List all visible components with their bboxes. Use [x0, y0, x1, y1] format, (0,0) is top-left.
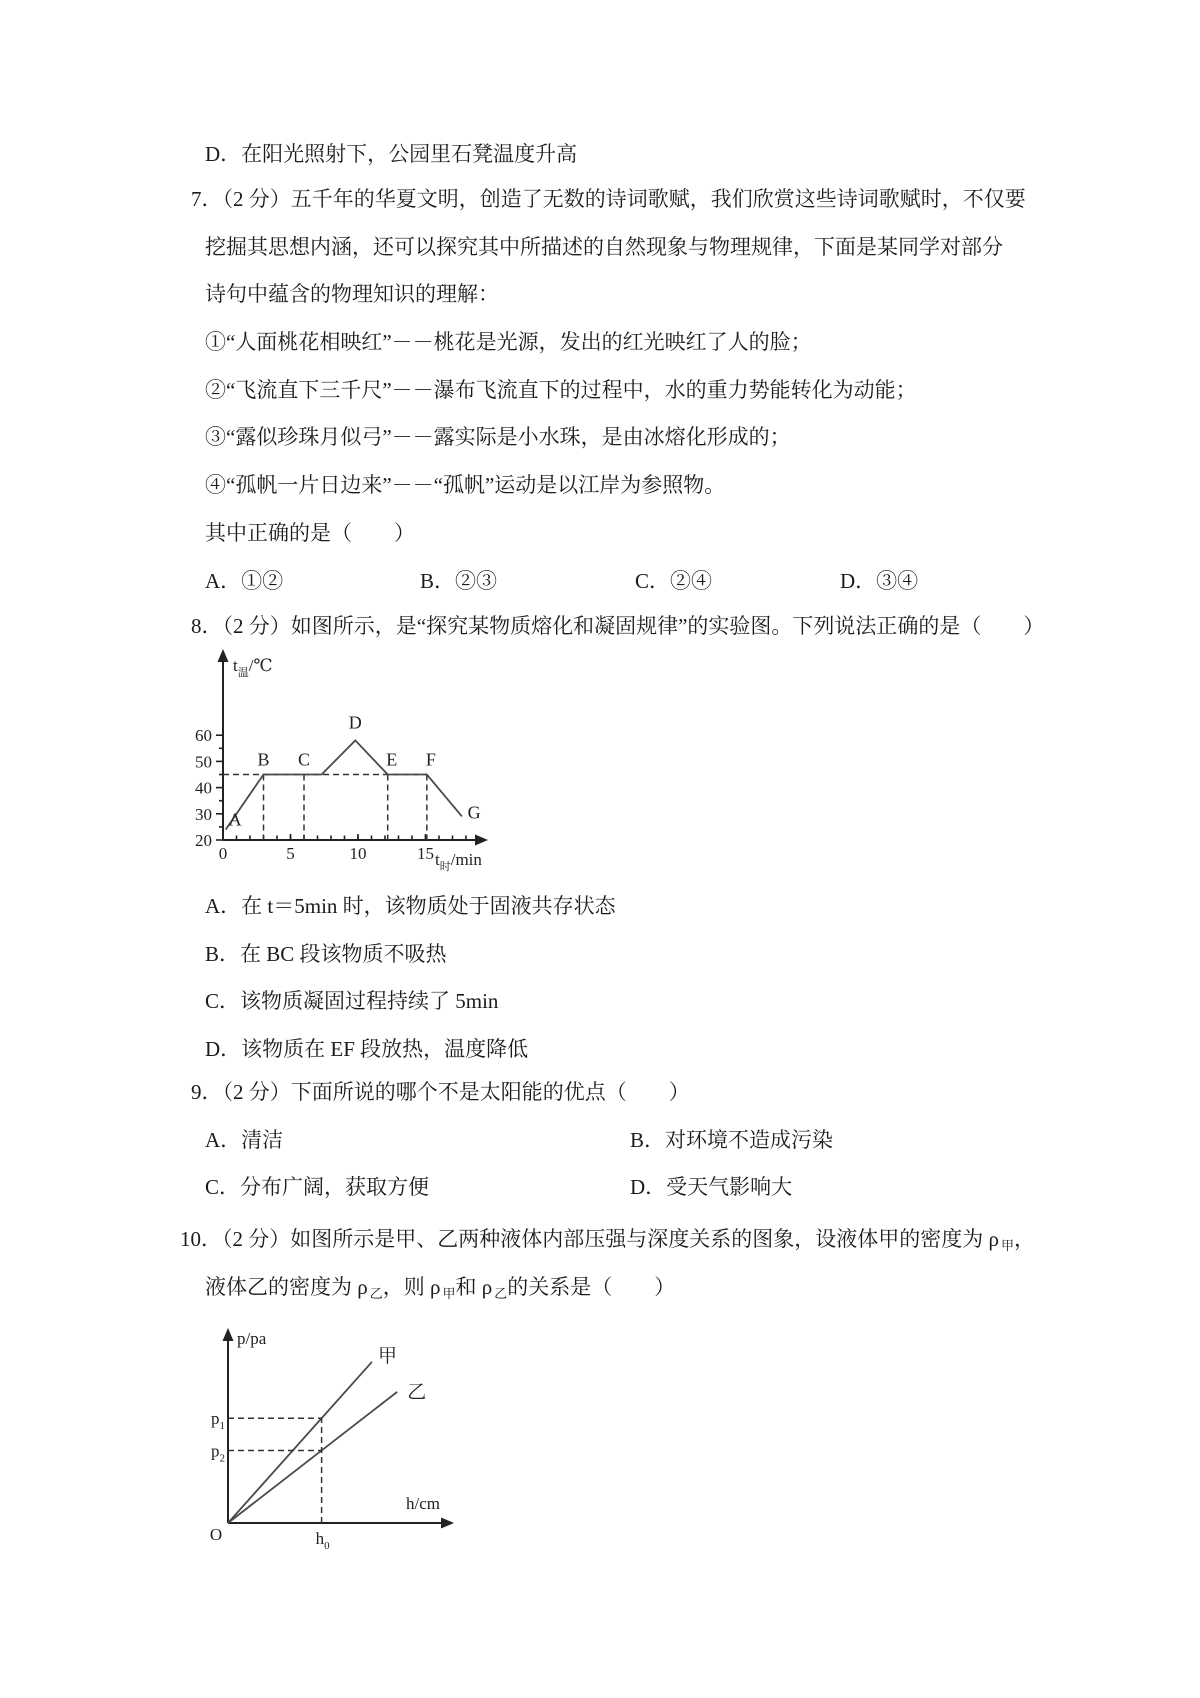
svg-text:h0: $h_0$ [315, 1529, 330, 1552]
svg-text:50: 50 [195, 752, 212, 772]
q7-option-c: C．②④ [635, 568, 713, 593]
q7-options-row [0, 558, 1200, 606]
svg-text:乙: 乙 [407, 1381, 427, 1403]
svg-text:B: B [257, 749, 270, 770]
q8-option-c: C．该物质凝固过程持续了 5min [205, 989, 499, 1014]
q7-stem-line-2: 挖掘其思想内涵，还可以探究其中所描述的自然现象与物理规律，下面是某同学对部分 [205, 234, 1003, 259]
q9-option-c: C．分布广阔，获取方便 [205, 1175, 430, 1200]
question-9 [0, 1069, 1200, 1212]
q7-option-a: A．①② [205, 568, 284, 593]
svg-text:D: D [348, 712, 362, 733]
svg-text:20: 20 [195, 831, 212, 850]
svg-text:0: 0 [218, 844, 228, 863]
q8-option-d: D．该物质在 EF 段放热，温度降低 [205, 1037, 529, 1062]
q7-item-1: ①“人面桃花相映红”－－桃花是光源，发出的红光映红了人的脸； [205, 330, 812, 355]
q7-item-3: ③“露似珍珠月似弓”－－露实际是小水珠，是由冰熔化形成的； [205, 425, 791, 450]
q8-option-b: B．在 BC 段该物质不吸热 [205, 941, 447, 966]
q7-prompt: 其中正确的是（ ） [205, 520, 415, 545]
svg-text:p/pa: p/pa [237, 1329, 267, 1348]
svg-text:G: G [467, 802, 481, 823]
svg-text:40: 40 [195, 778, 212, 798]
svg-text:h/cm: h/cm [406, 1494, 440, 1513]
svg-text:C: C [297, 749, 311, 770]
question-7 [0, 176, 1200, 605]
q7-stem-line-3: 诗句中蕴含的物理知识的理解： [205, 282, 499, 307]
q10-figure [183, 1318, 483, 1562]
q10-stem-line-2: 液体乙的密度为 ρ 乙，则 ρ 甲和 ρ 乙的关系是（ ） [205, 1274, 676, 1301]
question-6-remnant [0, 131, 1200, 179]
pressure-depth-graph-svg [183, 1318, 483, 1556]
melting-freezing-graph-svg [183, 645, 513, 877]
q9-stem: 9．（2 分）下面所说的哪个不是太阳能的优点（ ） [191, 1080, 690, 1104]
svg-text:F: F [425, 749, 436, 770]
q9-options-row-2 [0, 1164, 1200, 1212]
q9-option-d: D．受天气影响大 [630, 1175, 793, 1200]
svg-text:甲: 甲 [378, 1345, 398, 1367]
svg-text:O: O [209, 1525, 223, 1544]
q7-stem-line-1: 7．（2 分）五千年的华夏文明，创造了无数的诗词歌赋，我们欣赏这些诗词歌赋时，不仅要 [191, 187, 1026, 211]
q9-options-row-1 [0, 1117, 1200, 1165]
q8-stem: 8．（2 分）如图所示，是“探究某物质熔化和凝固规律”的实验图。下列说法正确的是（ ） [191, 614, 1045, 638]
q10-stem-line-1: 10．（2 分）如图所示是甲、乙两种液体内部压强与深度关系的图象，设液体甲的密度为 ρ 甲， [180, 1227, 1035, 1253]
svg-text:t时/min: $t_时/\min$ [435, 850, 482, 873]
q7-option-d: D．③④ [840, 568, 919, 593]
q7-option-b: B．②③ [420, 568, 498, 593]
q8-figure [183, 645, 513, 883]
svg-text:A: A [228, 809, 242, 830]
q8-options [0, 883, 1200, 1074]
svg-text:p2: $p_2$ [211, 1441, 225, 1465]
svg-text:t温/℃: $t_温/℃$ [233, 656, 273, 679]
q9-option-a: A．清洁 [205, 1127, 284, 1152]
svg-text:p1: $p_1$ [211, 1409, 225, 1433]
question-10 [0, 1216, 1200, 1311]
q6-option-d: D．在阳光照射下，公园里石凳温度升高 [205, 142, 578, 166]
svg-text:10: 10 [349, 844, 367, 863]
svg-text:60: 60 [195, 726, 212, 746]
svg-text:15: 15 [417, 844, 434, 863]
question-8 [0, 603, 1200, 651]
q7-item-2: ②“飞流直下三千尺”－－瀑布飞流直下的过程中，水的重力势能转化为动能； [205, 377, 917, 402]
q7-item-4: ④“孤帆一片日边来”－－“孤帆”运动是以江岸为参照物。 [205, 473, 726, 498]
q8-option-a: A．在 t＝5min 时，该物质处于固液共存状态 [205, 894, 616, 918]
svg-text:30: 30 [195, 804, 212, 824]
svg-text:E: E [386, 749, 398, 770]
q9-option-b: B．对环境不造成污染 [630, 1127, 834, 1152]
svg-text:5: 5 [286, 844, 295, 863]
